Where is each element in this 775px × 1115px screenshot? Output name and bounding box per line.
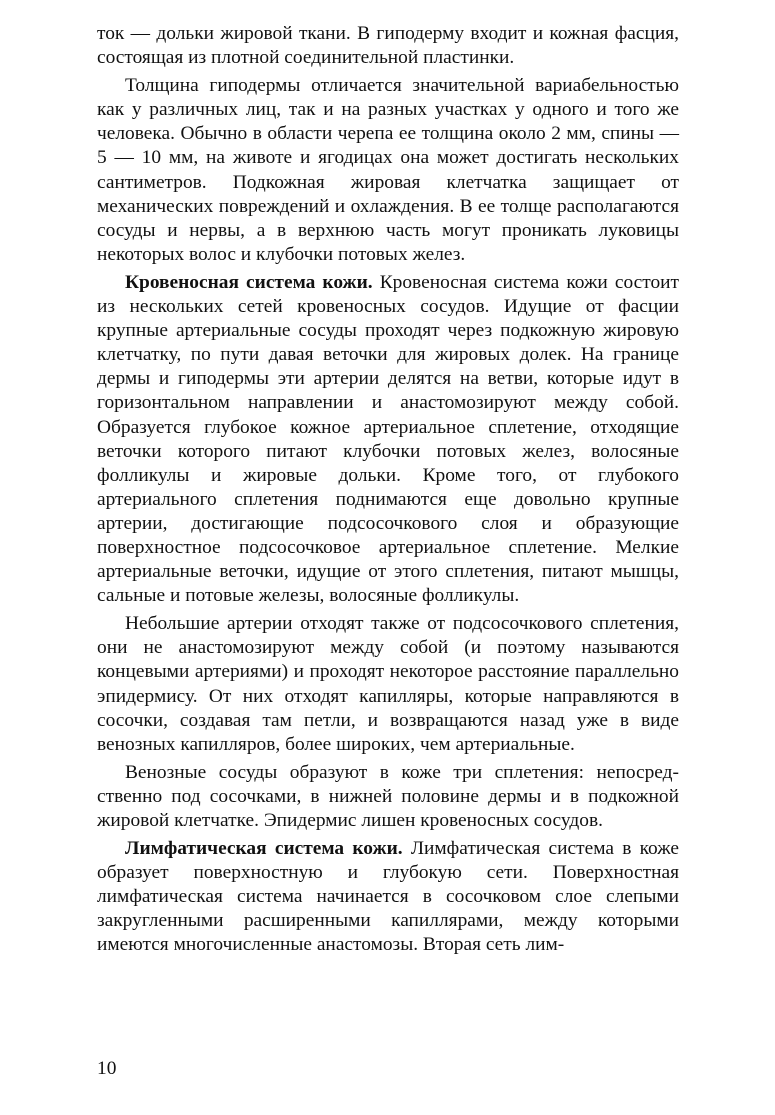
paragraph-text: Венозные сосуды образуют в коже три сплетения: непосредственно под сосочками, в нижней половине дермы и в подкожной жировой клетчатке. Эпидермис лишен кровеносных сосудов. <box>97 761 679 831</box>
paragraph-continuation <box>97 22 679 70</box>
paragraph-small-arteries <box>97 612 679 757</box>
paragraph-venous-vessels <box>97 761 679 833</box>
paragraph-text: Толщина гиподермы отличается значительной вариабельностью как у различных лиц, так и на разных участках у одного и того же человека. Обычно в области черепа ее толщина около 2 мм, спины — 5 — 10 мм, на животе и ягодицах она может достигать нескольких сантиметров. Подкожная жировая клетчатка защищает от механических повреждений и охлаждения. В ее толще располагаются сосуды и нервы, а в верхнюю часть могут проникать луковицы некоторых волос и клубочки потовых желез. <box>97 75 679 265</box>
paragraph-lymphatic-system <box>97 837 679 957</box>
page-text <box>97 22 679 958</box>
paragraph-blood-system <box>97 271 679 608</box>
paragraph-text: Лимфатическая система в коже образует поверхностную и глубокую сети. Поверхностная лимфатическая система начинается в сосочковом слое слепыми закругленными расширенными капиллярами, между которыми имеются многочисленные анастомозы. Вторая сеть лим- <box>97 838 679 956</box>
paragraph-text: Кровеносная система кожи состоит из нескольких сетей кровеносных сосудов. Идущие от фасции крупные артериальные сосуды проходят через подкожную жировую клетчатку, по пути давая веточки для жировых долек. На границе дермы и гиподермы эти артерии делятся на ветви, которые идут в горизонтальном направлении и анастомозируют между собой. Образуется глубокое кожное артериальное сплетение, отходящие веточки которого питают клубочки потовых желез, волосяные фолликулы и жировые дольки. Кроме того, от глубокого артериального сплетения поднимаются еще довольно крупные артерии, достигающие подсосочкового слоя и образующие поверхностное подсосочковое артериальное сплетение. Мелкие артериальные веточки, идущие от этого сплетения, питают мышцы, сальные и потовые железы, волосяные фолликулы. <box>97 271 679 607</box>
page-number: 10 <box>97 1058 117 1079</box>
paragraph-text: ток — дольки жировой ткани. В гиподерму входит и кожная фасция, состоящая из плотной соединительной пластинки. <box>97 23 679 69</box>
paragraph-text: Небольшие артерии отходят также от подсосочкового сплетения, они не анастомозируют между собой (и поэтому называются концевыми артериями) и проходят некоторое расстояние параллельно эпидермису. От них отходят капилляры, которые направляются в сосочки, создавая там петли, и возвращаются назад уже в виде венозных капилляров, более широких, чем артериальные. <box>97 613 679 755</box>
section-heading: Кровеносная система кожи. <box>125 271 373 293</box>
section-heading: Лимфатическая система кожи. <box>125 838 403 860</box>
paragraph-hypodermis-thickness <box>97 74 679 267</box>
